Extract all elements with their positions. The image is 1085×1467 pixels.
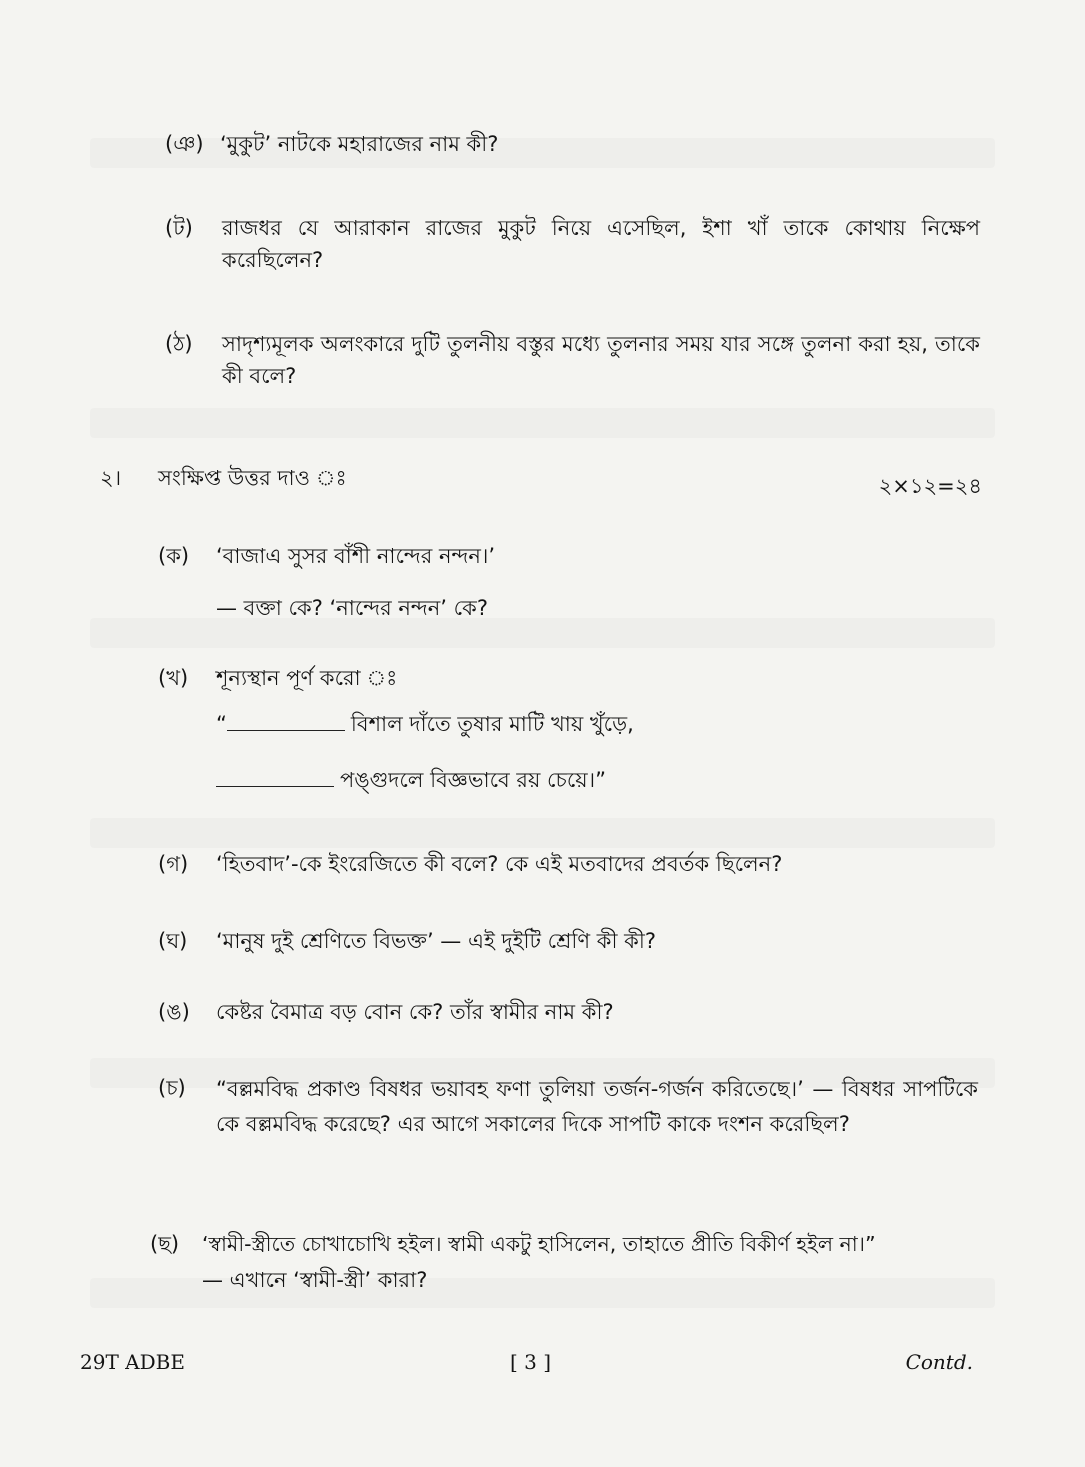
item-label: (ক) bbox=[158, 544, 190, 568]
question-text: সাদৃশ্যমূলক অলংকারে দুটি তুলনীয় বস্তুর মধ্যে তুলনার সময় যার সঙ্গে তুলনা করা হয়, তাকে কী বলে? bbox=[222, 332, 980, 388]
item-text: ‘হিতবাদ’-কে ইংরেজিতে কী বলে? কে এই মতবাদের প্রবর্তক ছিলেন? bbox=[216, 852, 783, 876]
item-cha bbox=[150, 1228, 980, 1304]
question-text: ‘মুকুট’ নাটকে মহারাজের নাম কী? bbox=[220, 132, 499, 156]
item-text: “বল্লমবিদ্ধ প্রকাণ্ড বিষধর ভয়াবহ ফণা তুলিয়া তর্জন-গর্জন করিতেছে।’ — বিষধর সাপটিকে কে বল্লমবিদ্ধ করেছে? এর আগে সকালের দিকে সাপটি কাকে দংশন করেছিল? bbox=[216, 1077, 978, 1136]
question-tta bbox=[165, 212, 985, 284]
item-label: (ছ) bbox=[150, 1232, 180, 1256]
verse-line-2 bbox=[216, 764, 606, 796]
item-label: (ঘ) bbox=[158, 929, 188, 953]
question-ttha bbox=[165, 328, 985, 400]
item-text: ‘মানুষ দুই শ্রেণিতে বিভক্ত’ — এই দুইটি শ্রেণি কী কী? bbox=[216, 929, 657, 953]
question-label: (ঠ) bbox=[165, 332, 193, 356]
paper-code: 29T ADBE bbox=[80, 1350, 185, 1374]
item-line-1: ‘বাজাএ সুসর বাঁশী নান্দের নন্দন।’ bbox=[216, 544, 496, 568]
question-label: (ট) bbox=[165, 216, 193, 240]
item-label: (ঙ) bbox=[158, 1000, 190, 1024]
verse-text-1: বিশাল দাঁতে তুষার মাটি খায় খুঁড়ে, bbox=[350, 712, 634, 736]
fill-blank bbox=[216, 764, 334, 787]
item-line-2: — এখানে ‘স্বামী-স্ত্রী’ কারা? bbox=[202, 1268, 428, 1292]
opening-quote: “ bbox=[216, 712, 227, 736]
page-number: [ 3 ] bbox=[510, 1350, 552, 1374]
item-label: (গ) bbox=[158, 852, 189, 876]
item-line-1: ‘স্বামী-স্ত্রীতে চোখাচোখি হইল। স্বামী একটু হাসিলেন, তাহাতে প্রীতি বিকীর্ণ হইল না।” bbox=[202, 1232, 876, 1256]
continued-note: Contd. bbox=[905, 1350, 973, 1374]
question-label: (ঞ) bbox=[165, 132, 204, 156]
section-heading: সংক্ষিপ্ত উত্তর দাও ঃ bbox=[158, 466, 347, 490]
verse-line-1 bbox=[216, 708, 634, 740]
show-through-smudge bbox=[90, 818, 995, 848]
verse-text-2: পঙ্গুদলে বিজ্ঞভাবে রয় চেয়ে।” bbox=[340, 768, 607, 792]
item-label: (চ) bbox=[158, 1076, 186, 1100]
item-instruction: শূন্যস্থান পূর্ণ করো ঃ bbox=[216, 666, 398, 690]
item-line-2: — বক্তা কে? ‘নান্দের নন্দন’ কে? bbox=[216, 596, 489, 620]
item-ka bbox=[158, 540, 978, 620]
show-through-smudge bbox=[90, 408, 995, 438]
item-label: (খ) bbox=[158, 666, 189, 690]
fill-blank bbox=[227, 708, 345, 731]
item-text: কেষ্টর বৈমাত্র বড় বোন কে? তাঁর স্বামীর নাম কী? bbox=[216, 1000, 614, 1024]
section-marks: ২×১২=২৪ bbox=[878, 474, 982, 498]
item-kha bbox=[158, 662, 978, 802]
section-number: ২। bbox=[100, 466, 122, 490]
item-ca bbox=[158, 1072, 978, 1182]
question-text: রাজধর যে আরাকান রাজের মুকুট নিয়ে এসেছিল, ইশা খাঁ তাকে কোথায় নিক্ষেপ করেছিলেন? bbox=[222, 216, 980, 272]
